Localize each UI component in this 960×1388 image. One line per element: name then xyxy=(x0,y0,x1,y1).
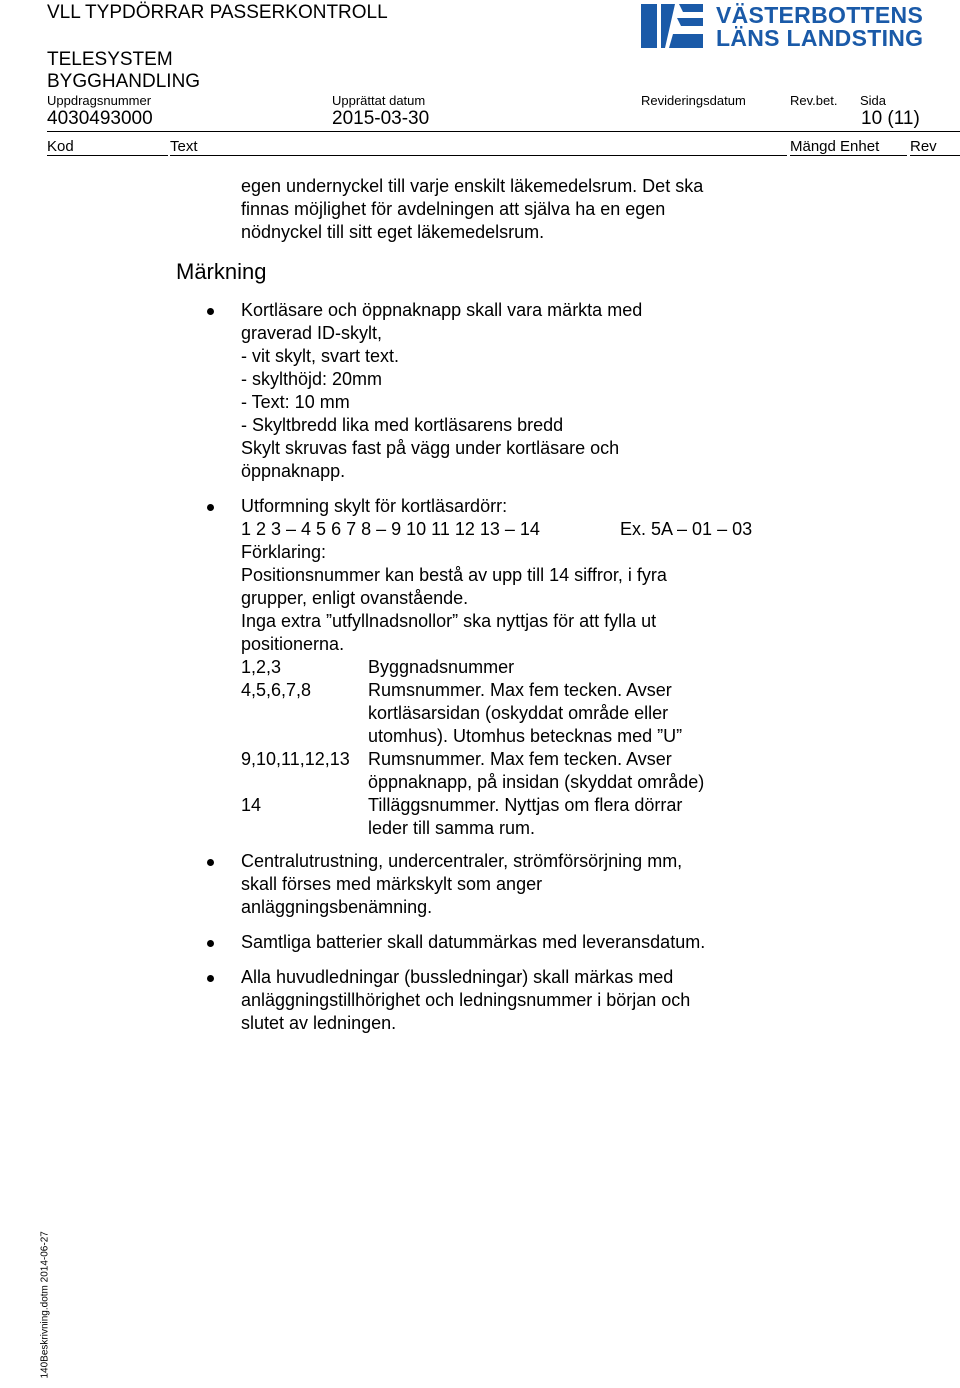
intro-line: egen undernyckel till varje enskilt läkemedelsrum. Det ska xyxy=(241,176,704,196)
bullet1-line: - vit skylt, svart text. xyxy=(241,346,400,366)
position-description: kortläsarsidan (oskyddat område eller xyxy=(368,703,669,723)
template-footer: 140Beskrivning.dotm 2014-06-27 xyxy=(39,1231,51,1379)
revision-date-label: Revideringsdatum xyxy=(641,93,746,108)
bullet-icon xyxy=(207,940,214,947)
document-stage: BYGGHANDLING xyxy=(47,71,201,92)
bullet5-line: Alla huvudledningar (bussledningar) skall märkas med xyxy=(241,967,674,987)
assignment-number-label: Uppdragsnummer xyxy=(47,93,152,108)
column-underline-quantity xyxy=(790,155,907,156)
header-divider xyxy=(47,131,960,132)
landsting-logo-icon xyxy=(641,4,703,48)
bullet2-line: Förklaring: xyxy=(241,542,327,562)
column-header-quantity-unit: Mängd Enhet xyxy=(790,138,880,155)
page-label: Sida xyxy=(860,93,887,108)
logo-text-line1: VÄSTERBOTTENS xyxy=(716,2,924,28)
bullet2-line: positionerna. xyxy=(241,634,345,654)
column-underline-text xyxy=(170,155,787,156)
position-description: utomhus). Utomhus betecknas med ”U” xyxy=(368,726,683,746)
position-code: 14 xyxy=(241,795,262,815)
bullet2-line: Positionsnummer kan bestå av upp till 14 siffror, i fyra xyxy=(241,565,667,585)
column-header-code: Kod xyxy=(47,138,74,155)
position-example: Ex. 5A – 01 – 03 xyxy=(620,519,753,539)
column-underline-rev xyxy=(910,155,960,156)
position-code: 4,5,6,7,8 xyxy=(241,680,312,700)
section-heading: Märkning xyxy=(176,259,267,284)
document-title: VLL TYPDÖRRAR PASSERKONTROLL xyxy=(47,2,388,23)
column-header-text: Text xyxy=(170,138,198,155)
bullet1-line: Skylt skruvas fast på vägg under kortläsare och xyxy=(241,438,620,458)
position-code: 9,10,11,12,13 xyxy=(241,749,350,769)
column-underline-code xyxy=(47,155,168,156)
bullet1-line: - skylthöjd: 20mm xyxy=(241,369,383,389)
created-date-label: Upprättat datum xyxy=(332,93,426,108)
bullet1-line: Kortläsare och öppnaknapp skall vara märkta med xyxy=(241,300,643,320)
bullet-icon xyxy=(207,308,214,315)
position-description: leder till samma rum. xyxy=(368,818,536,838)
page-number: 10 (11) xyxy=(861,108,920,129)
system-name: TELESYSTEM xyxy=(47,49,173,70)
position-description: öppnaknapp, på insidan (skyddat område) xyxy=(368,772,705,792)
bullet1-line: - Skyltbredd lika med kortläsarens bredd xyxy=(241,415,564,435)
bullet1-line: - Text: 10 mm xyxy=(241,392,350,412)
bullet-icon xyxy=(207,975,214,982)
intro-line: nödnyckel till sitt eget läkemedelsrum. xyxy=(241,222,545,242)
position-description: Tilläggsnummer. Nyttjas om flera dörrar xyxy=(368,795,683,815)
revised-by-label: Rev.bet. xyxy=(790,93,838,108)
bullet1-line: graverad ID-skylt, xyxy=(241,323,383,343)
intro-line: finnas möjlighet för avdelningen att själva ha en egen xyxy=(241,199,666,219)
bullet4-line: Samtliga batterier skall datummärkas med leveransdatum. xyxy=(241,932,706,952)
assignment-number: 4030493000 xyxy=(47,108,153,129)
bullet5-line: anläggningstillhörighet och ledningsnummer i början och xyxy=(241,990,691,1010)
position-pattern: 1 2 3 – 4 5 6 7 8 – 9 10 11 12 13 – 14 xyxy=(241,519,540,539)
position-description: Rumsnummer. Max fem tecken. Avser xyxy=(368,680,672,700)
bullet2-title: Utformning skylt för kortläsardörr: xyxy=(241,496,508,516)
created-date: 2015-03-30 xyxy=(332,108,430,129)
bullet-icon xyxy=(207,504,214,511)
bullet3-line: skall förses med märkskylt som anger xyxy=(241,874,543,894)
bullet1-line: öppnaknapp. xyxy=(241,461,346,481)
organization-logo xyxy=(641,2,924,51)
bullet3-line: Centralutrustning, undercentraler, strömförsörjning mm, xyxy=(241,851,683,871)
bullet5-line: slutet av ledningen. xyxy=(241,1013,397,1033)
bullet2-line: grupper, enligt ovanstående. xyxy=(241,588,469,608)
logo-text-line2: LÄNS LANDSTING xyxy=(716,25,924,51)
position-description: Byggnadsnummer xyxy=(368,657,515,677)
bullet-icon xyxy=(207,859,214,866)
column-header-rev: Rev xyxy=(910,138,937,155)
bullet3-line: anläggningsbenämning. xyxy=(241,897,433,917)
bullet2-line: Inga extra ”utfyllnadsnollor” ska nyttjas för att fylla ut xyxy=(241,611,657,631)
position-description: Rumsnummer. Max fem tecken. Avser xyxy=(368,749,672,769)
position-code: 1,2,3 xyxy=(241,657,282,677)
